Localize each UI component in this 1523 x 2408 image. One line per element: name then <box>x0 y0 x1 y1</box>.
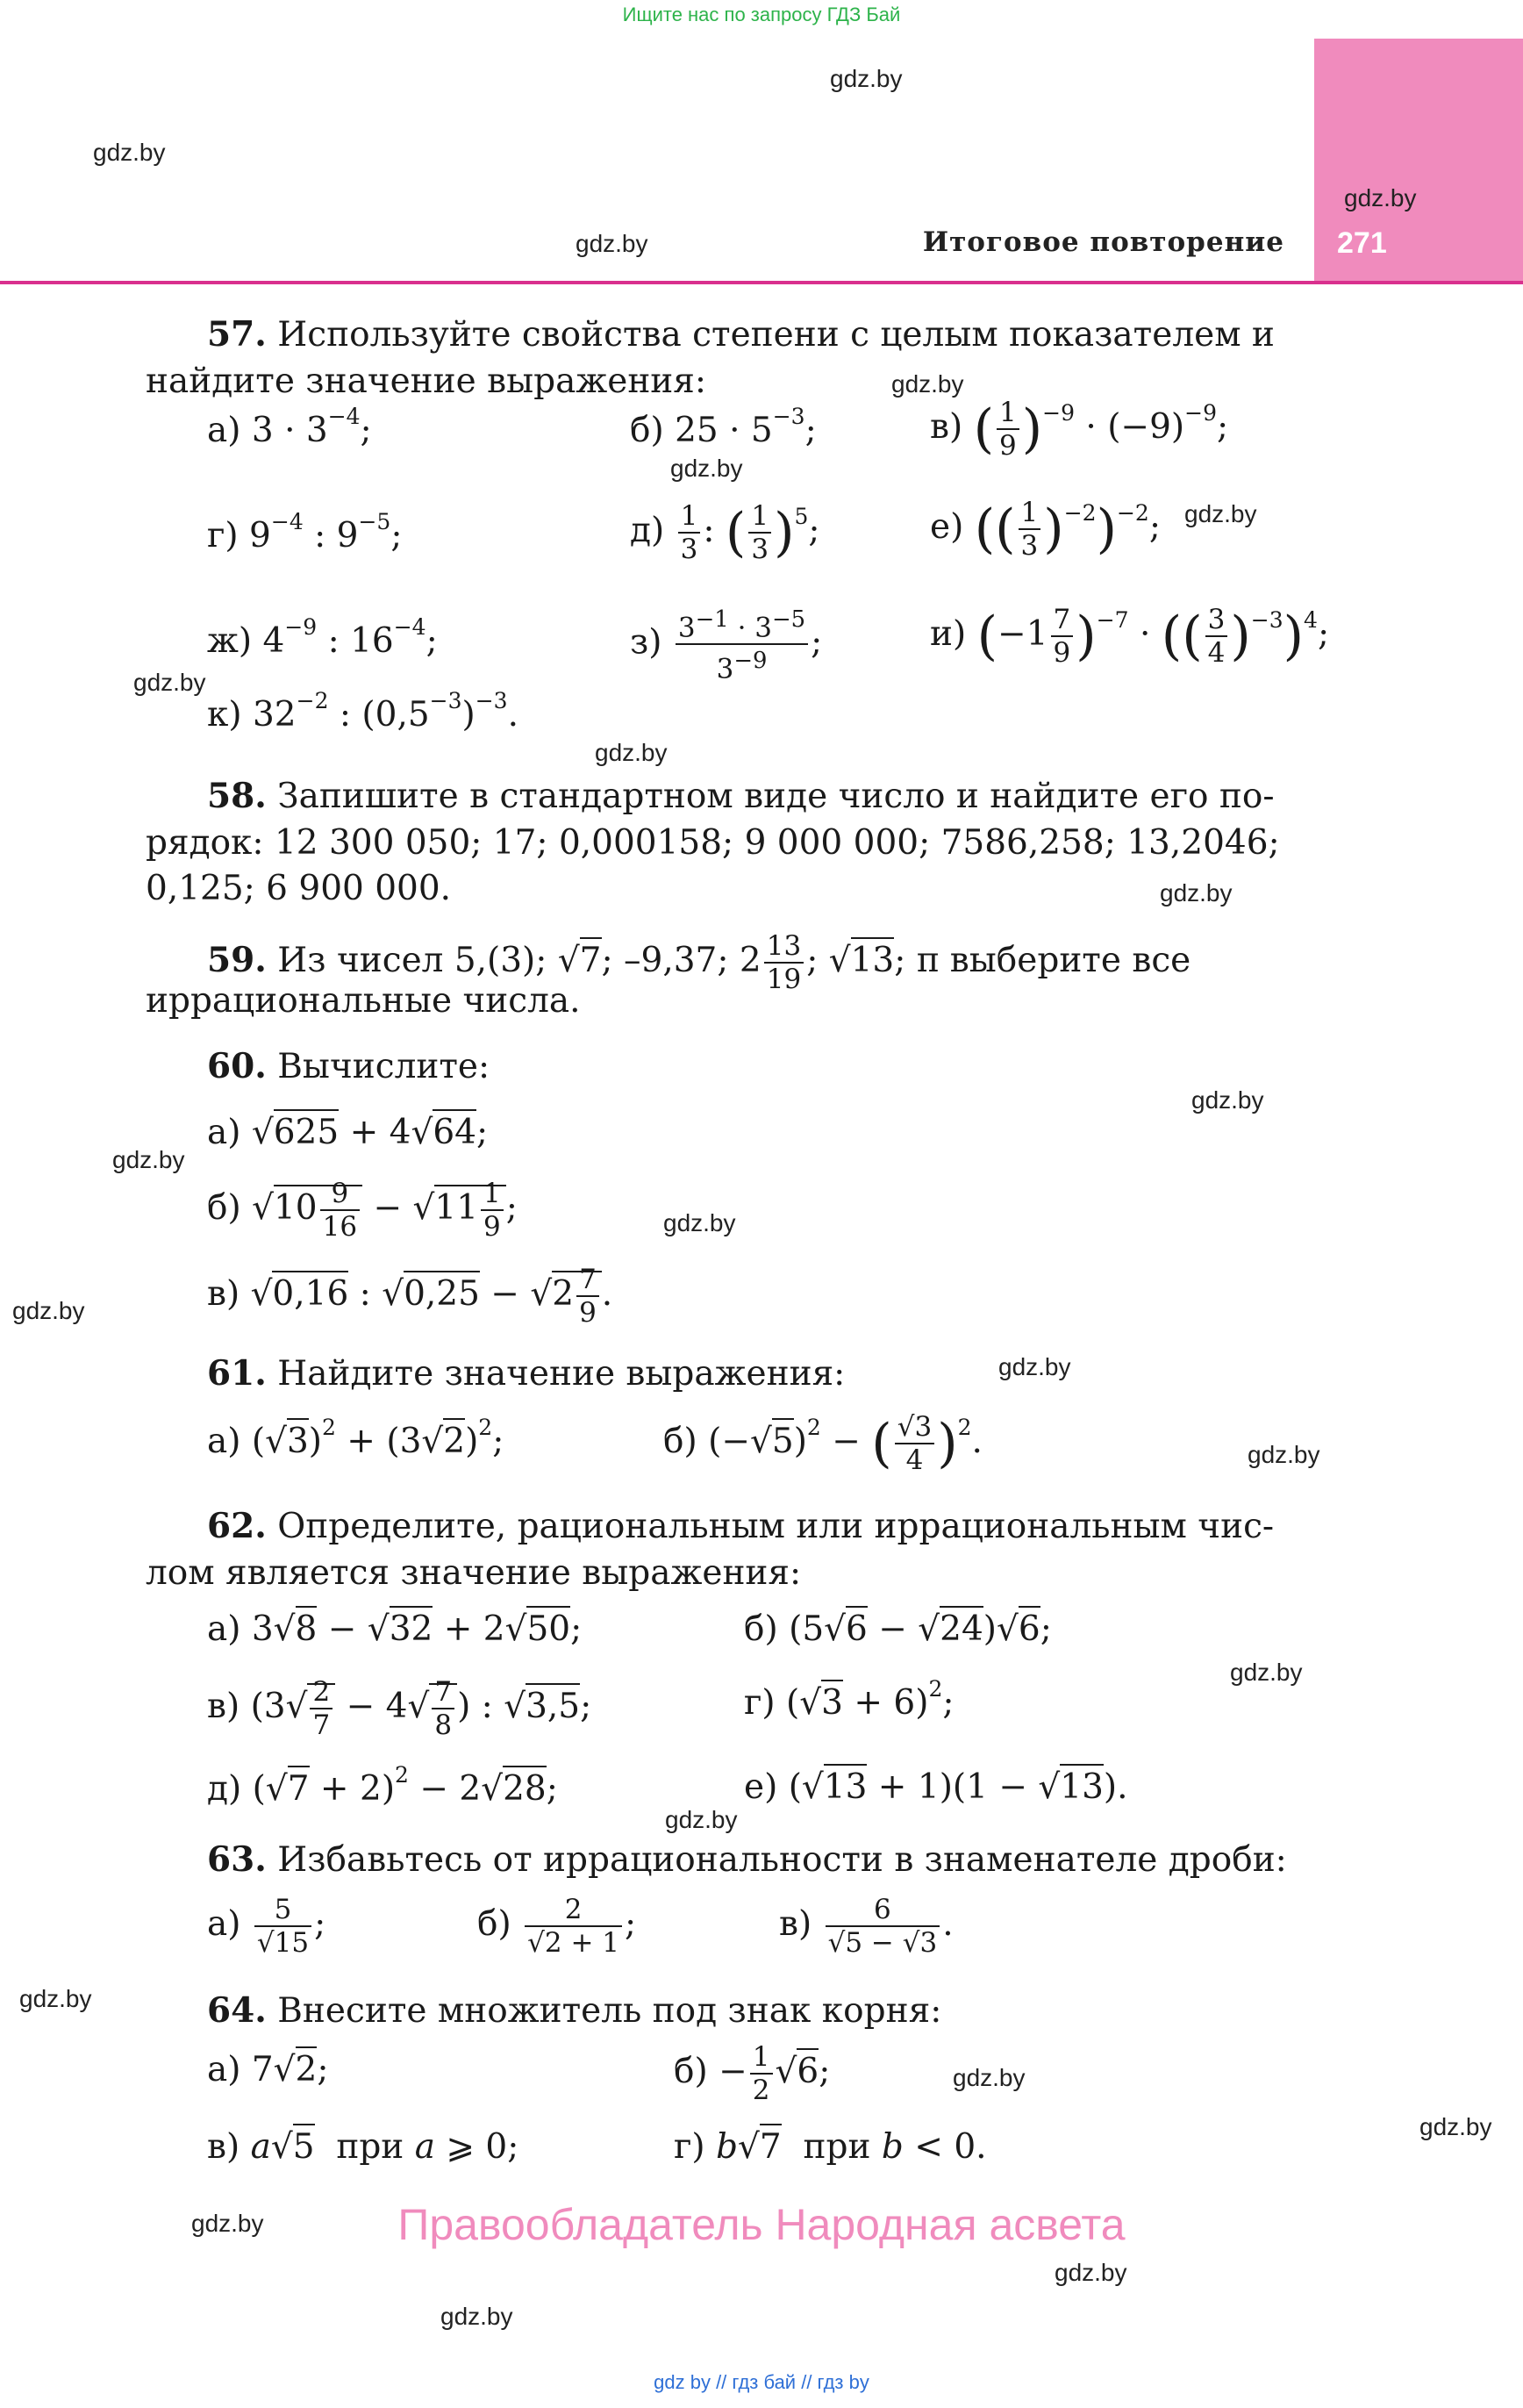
watermark: gdz.by <box>1184 500 1257 527</box>
problem-63-title: 63. Избавьтесь от иррациональности в знаменателе дроби: <box>207 1839 1287 1880</box>
page-number: 271 <box>1337 226 1387 260</box>
watermark: gdz.by <box>1344 184 1417 211</box>
problem-62-line2: лом является значение выражения: <box>146 1553 802 1593</box>
watermark: gdz.by <box>665 1806 738 1833</box>
watermark: gdz.by <box>1419 2113 1492 2140</box>
problem-58-line2: рядок: 12 300 050; 17; 0,000158; 9 000 000; 7586,258; 13,2046; <box>146 823 1280 863</box>
watermark: gdz.by <box>595 739 668 766</box>
watermark: gdz.by <box>953 2064 1026 2091</box>
footer-links[interactable]: gdz by // гдз бай // гдз by <box>654 2371 869 2393</box>
watermark: gdz.by <box>191 2210 264 2237</box>
p57-item-b: б) $25 \cdot 5^{-3}$; <box>630 404 817 450</box>
p62-item-d: д) $(√7 + 2)^2 - 2√28$; <box>207 1762 558 1809</box>
p57-item-z: з) $\frac{3^{-1} \cdot 3^{-5}}{3^{-9}}$ ; <box>630 604 822 685</box>
problem-58-line3: 0,125; 6 900 000. <box>146 869 452 908</box>
p62-item-v: в) (3√ $\frac{2}{7}$ − 4√ $\frac{7}{8}$ ) : √3,5; <box>207 1676 592 1741</box>
watermark: gdz.by <box>891 370 964 398</box>
p57-item-a: а) $3 \cdot 3^{-4}$; <box>207 404 372 450</box>
section-title: Итоговое повторение <box>922 226 1284 258</box>
copyright-notice: Правообладатель Народная асвета <box>397 2200 1126 2249</box>
p62-item-b: б) (5√6 − √24)√6; <box>744 1609 1052 1649</box>
p57-item-d: д) $\frac{1}{3}$ : ( $\frac{1}{3}$ )$^5$; <box>630 500 820 565</box>
p60-item-b: б) √10 $\frac{9}{16}$ − √11 $\frac{1}{9}$ ; <box>207 1178 518 1243</box>
p63-item-a: а) $\frac{5}{√15}$ ; <box>207 1894 326 1959</box>
p62-item-a: а) 3√8 − √32 + 2√50; <box>207 1609 582 1649</box>
p64-item-v: в) a√5 при a ⩾ 0; <box>207 2127 518 2167</box>
watermark: gdz.by <box>663 1209 736 1236</box>
p57-item-v: в) ( $\frac{1}{9}$ )$^{-9} \cdot (-9)^{-9}$; <box>930 397 1229 462</box>
p62-item-e: е) (√13 + 1)(1 − √13). <box>744 1767 1128 1807</box>
watermark: gdz.by <box>1248 1441 1320 1468</box>
p61-item-b: б) $(-√5)^2$ − ( $\frac{√3}{4}$ )$^2$. <box>663 1411 983 1476</box>
watermark: gdz.by <box>1230 1659 1303 1686</box>
p63-item-b: б) $\frac{2}{√2 + 1}$ ; <box>477 1894 637 1959</box>
watermark: gdz.by <box>830 65 903 92</box>
problem-59-line2: иррациональные числа. <box>146 981 581 1021</box>
problem-58-line1: 58. Запишите в стандартном виде число и найдите его по- <box>207 776 1275 816</box>
watermark: gdz.by <box>998 1353 1071 1380</box>
p57-item-g: г) $9^{-4}$ : $9^{-5}$; <box>207 509 403 555</box>
watermark: gdz.by <box>12 1297 85 1324</box>
header-divider <box>0 281 1523 284</box>
p64-item-b: б) − $\frac{1}{2}$ √6; <box>674 2041 831 2106</box>
p60-item-v: в) √0,16 : √0,25 − √2 $\frac{7}{9}$ . <box>207 1264 613 1329</box>
p64-item-a: а) 7√2; <box>207 2050 329 2089</box>
watermark: gdz.by <box>93 139 166 166</box>
watermark: gdz.by <box>670 455 743 482</box>
p60-item-a: а) √625 + 4√64; <box>207 1113 488 1152</box>
problem-57-line2: найдите значение выражения: <box>146 362 707 401</box>
problem-57-line1: 57. Используйте свойства степени с целым показателем и <box>207 314 1275 355</box>
watermark: gdz.by <box>1191 1086 1264 1114</box>
watermark: gdz.by <box>133 669 206 696</box>
watermark: gdz.by <box>1055 2259 1127 2286</box>
p57-item-zh: ж) $4^{-9}$ : $16^{-4}$; <box>207 614 438 661</box>
watermark: gdz.by <box>19 1985 92 2012</box>
problem-62-line1: 62. Определите, рациональным или иррациональным чис- <box>207 1506 1275 1546</box>
p62-item-g: г) $(√3 + 6)^2$; <box>744 1676 955 1723</box>
watermark: gdz.by <box>440 2303 513 2330</box>
p57-item-e: е) (( $\frac{1}{3}$ )$^{-2}$)$^{-2}$; <box>930 497 1161 562</box>
p64-item-g: г) b√7 при b < 0. <box>674 2127 987 2167</box>
problem-64-title: 64. Внесите множитель под знак корня: <box>207 1990 942 2031</box>
p63-item-v: в) $\frac{6}{√5 - √3}$ . <box>779 1894 954 1959</box>
problem-60-title: 60. Вычислите: <box>207 1046 490 1086</box>
p57-item-i: и) (−1 $\frac{7}{9}$ )$^{-7}$ · (( $\frac{3}{4}$ )$^{-3}$)$^4$; <box>930 604 1330 669</box>
watermark: gdz.by <box>112 1146 185 1173</box>
p61-item-a: а) $(√3)^2 + (3√2)^2$; <box>207 1415 504 1461</box>
problem-59-line1: 59. Из чисел 5,(3); √7; –9,37; 2 $\frac{13}{19}$ ; √13; π выберите все <box>207 930 1191 995</box>
watermark: gdz.by <box>576 230 648 257</box>
p57-item-k: к) $32^{-2}$ : $(0,5^{-3})^{-3}$. <box>207 688 518 735</box>
watermark: gdz.by <box>1160 879 1233 907</box>
problem-61-title: 61. Найдите значение выражения: <box>207 1353 846 1394</box>
top-search-note: Ищите нас по запросу ГДЗ Бай <box>622 4 901 25</box>
